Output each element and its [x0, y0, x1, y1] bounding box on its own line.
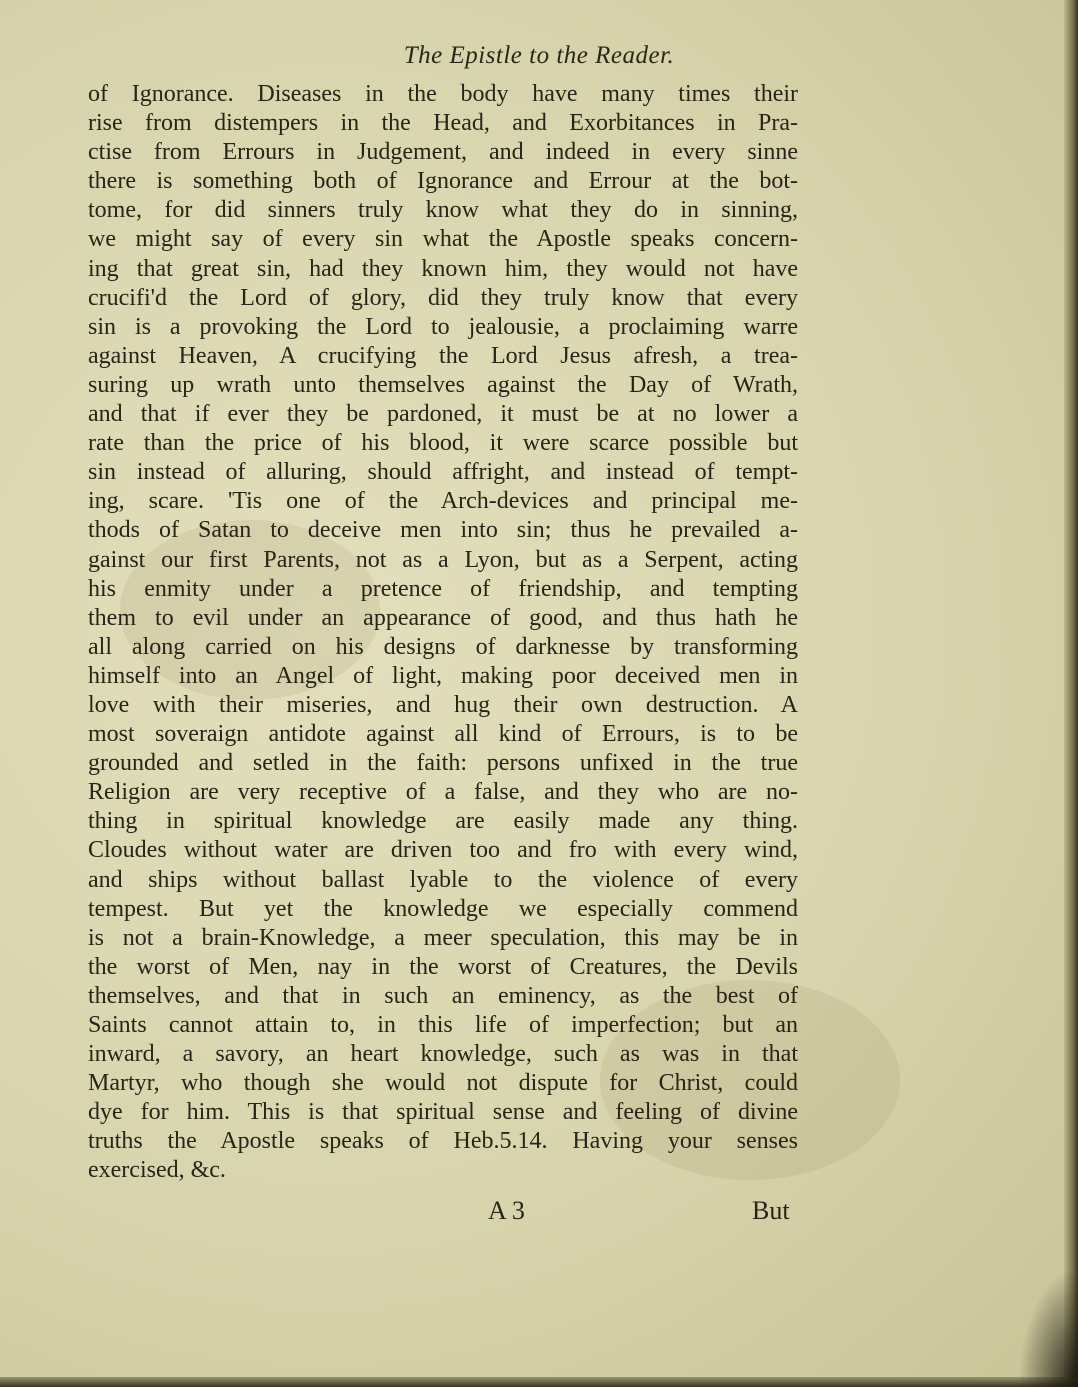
text-line: truths the Apostle speaks of Heb.5.14. Having your senses — [88, 1128, 798, 1155]
page-edge — [1064, 0, 1078, 1387]
page-edge-bottom — [0, 1377, 1078, 1387]
text-line: rise from distempers in the Head, and Exorbitances in Pra- — [88, 110, 798, 137]
text-line: sin is a provoking the Lord to jealousie, a proclaiming warre — [88, 313, 798, 340]
text-line: sin instead of alluring, should affright, and instead of tempt- — [88, 459, 798, 486]
text-line: Religion are very receptive of a false, and they who are no- — [88, 779, 798, 806]
text-line: is not a brain-Knowledge, a meer speculation, this may be in — [88, 924, 798, 951]
text-line: the worst of Men, nay in the worst of Creatures, the Devils — [88, 953, 798, 980]
text-line: rate than the price of his blood, it were scarce possible but — [88, 430, 798, 457]
running-head: The Epistle to the Reader. — [403, 42, 675, 69]
text-line: dye for him. This is that spiritual sense and feeling of divine — [88, 1099, 798, 1126]
signature-mark: A 3 — [488, 1196, 525, 1225]
text-line: Saints cannot attain to, in this life of imperfection; but an — [88, 1012, 798, 1038]
text-line: them to evil under an appearance of good, and thus hath he — [88, 604, 798, 631]
text-line: exercised, &c. — [88, 1157, 226, 1184]
text-line: against Heaven, A crucifying the Lord Jesus afresh, a trea- — [88, 342, 798, 369]
page-body-text — [88, 80, 798, 1186]
text-line: grounded and setled in the faith: persons unfixed in the true — [88, 750, 798, 777]
text-line: ctise from Errours in Judgement, and indeed in every sinne — [88, 139, 798, 166]
catchword: But — [752, 1196, 790, 1225]
page-footer — [0, 1196, 1078, 1236]
text-line: themselves, and that in such an eminency, as the best of — [88, 982, 798, 1009]
text-line: his enmity under a pretence of friendship, and tempting — [88, 575, 798, 602]
text-line: crucifi'd the Lord of glory, did they truly know that every — [88, 284, 798, 311]
text-line: thing in spiritual knowledge are easily made any thing. — [88, 808, 798, 835]
text-line: and ships without ballast lyable to the violence of every — [88, 866, 798, 893]
text-line: Cloudes without water are driven too and fro with every wind, — [88, 837, 798, 864]
text-line: we might say of every sin what the Apostle speaks concern- — [88, 226, 798, 253]
text-line: tempest. But yet the knowledge we especially commend — [88, 895, 798, 922]
text-line: gainst our first Parents, not as a Lyon, but as a Serpent, acting — [88, 546, 798, 573]
text-line: Martyr, who though she would not dispute for Christ, could — [88, 1070, 798, 1097]
text-line: most soveraign antidote against all kind of Errours, is to be — [88, 721, 798, 748]
text-line: of Ignorance. Diseases in the body have many times their — [88, 81, 798, 107]
text-line: ing that great sin, had they known him, they would not have — [88, 255, 798, 282]
text-line: and that if ever they be pardoned, it must be at no lower a — [88, 401, 798, 428]
text-line: ing, scare. 'Tis one of the Arch-devices and principal me- — [88, 488, 798, 515]
text-line: himself into an Angel of light, making poor deceived men in — [88, 662, 798, 689]
text-line: suring up wrath unto themselves against the Day of Wrath, — [88, 371, 798, 398]
text-line: love with their miseries, and hug their own destruction. A — [88, 691, 798, 718]
text-line: all along carried on his designs of darknesse by transforming — [88, 633, 798, 660]
text-line: tome, for did sinners truly know what they do in sinning, — [88, 197, 798, 224]
corner-shadow — [1018, 1267, 1078, 1387]
text-line: thods of Satan to deceive men into sin; thus he prevailed a- — [88, 517, 798, 544]
text-line: there is something both of Ignorance and Errour at the bot- — [88, 168, 798, 195]
text-line: inward, a savory, an heart knowledge, such as was in that — [88, 1041, 798, 1068]
